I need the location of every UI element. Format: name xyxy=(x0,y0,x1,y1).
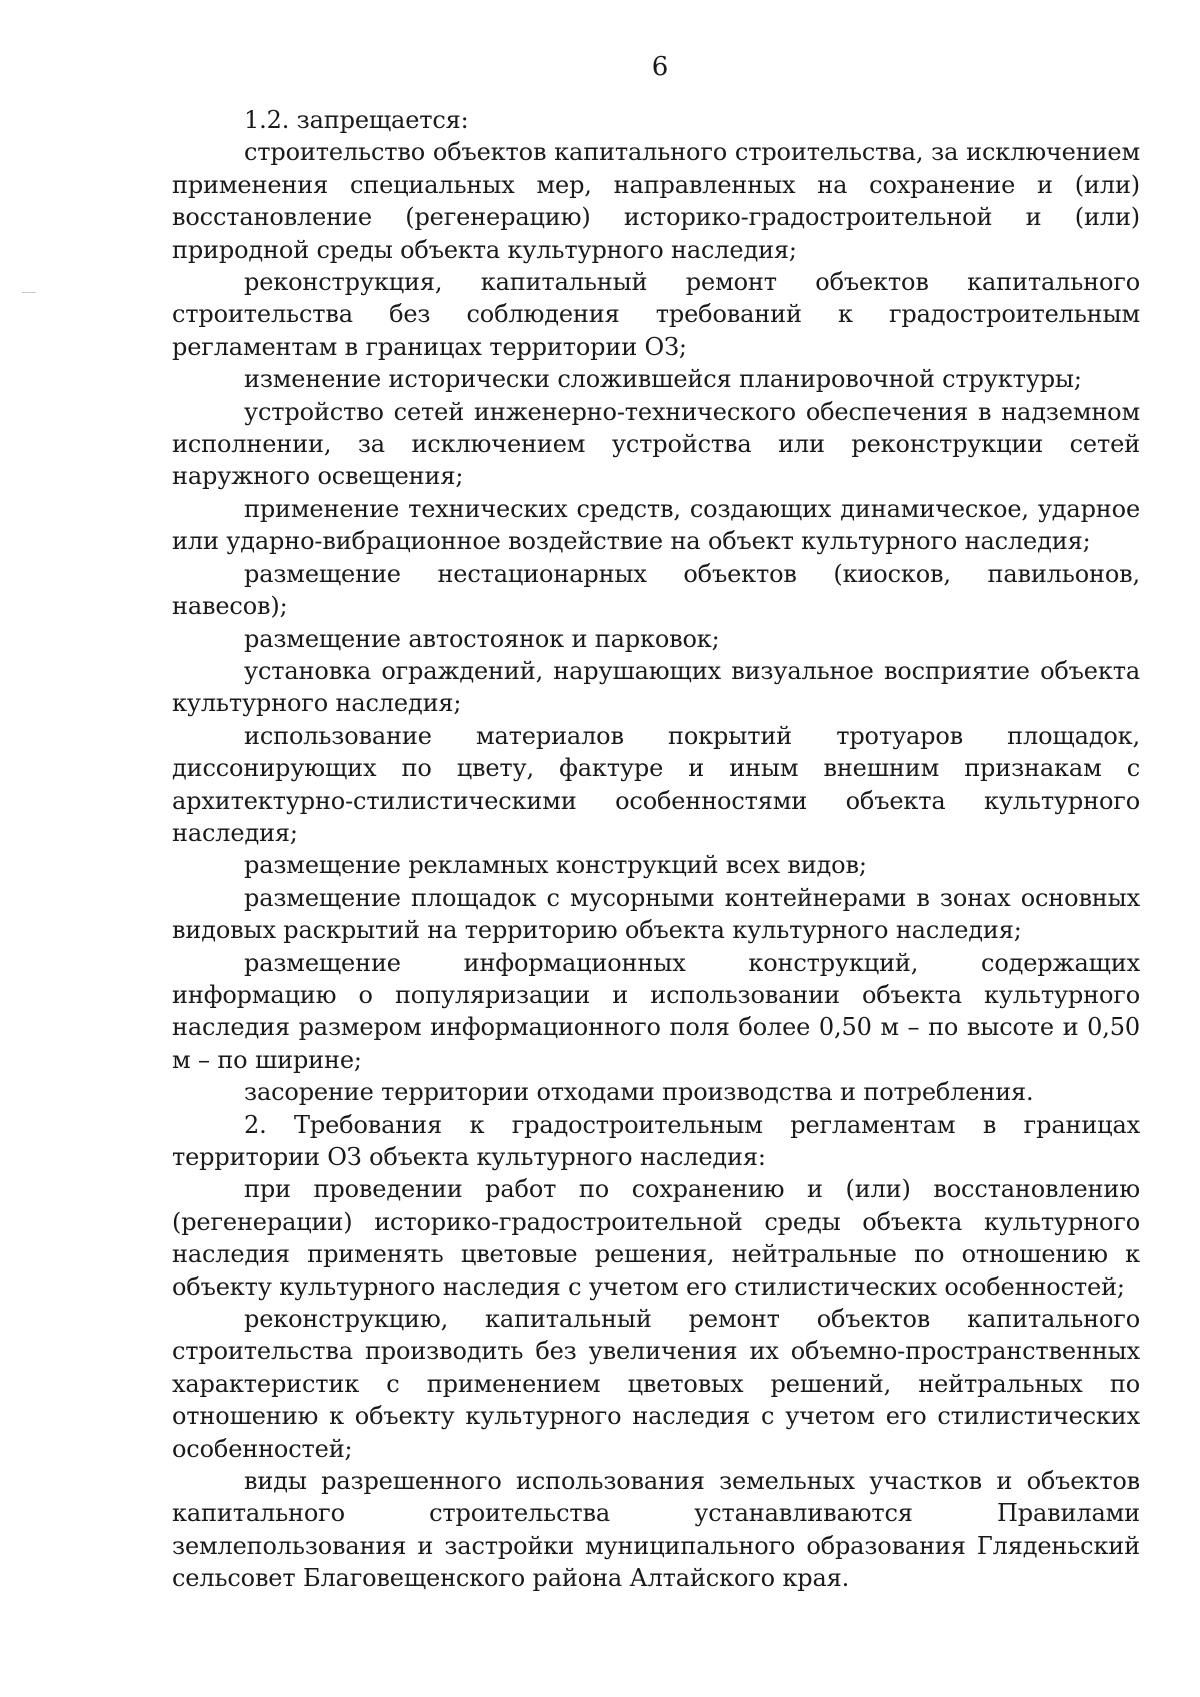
paragraph-ban-advertising: размещение рекламных конструкций всех видов; xyxy=(244,851,867,880)
paragraph-section-2-heading: 2. Требования к градостроительным регламентам в границах территории ОЗ объекта культурного наследия: xyxy=(172,1110,1140,1171)
paragraph-ban-planning-change: изменение исторически сложившейся планировочной структуры; xyxy=(244,365,1082,394)
scan-edge-mark xyxy=(22,292,36,293)
paragraph-req-reconstruction: реконструкцию, капитальный ремонт объектов капитального строительства производить без увеличения их объемно-пространственных характеристик с применением цветовых решений, нейтральных по отношению к объекту культурного наследия с учетом его стилистических особенностей; xyxy=(172,1305,1140,1463)
paragraph-req-permitted-use: виды разрешенного использования земельных участков и объектов капитального строительства устанавливаются Правилами землепользования и застройки муниципального образования Гляденьский сельсовет Благовещенского района Алтайского края. xyxy=(172,1467,1140,1593)
paragraph-ban-reconstruction: реконструкция, капитальный ремонт объектов капитального строительства без соблюдения требований к градостроительным регламентам в границах территории ОЗ; xyxy=(172,268,1140,361)
paragraph-ban-overhead-networks: устройство сетей инженерно-технического обеспечения в надземном исполнении, за исключением устройства или реконструкции сетей наружного освещения; xyxy=(172,397,1140,491)
paragraph-ban-fences: установка ограждений, нарушающих визуальное восприятие объекта культурного наследия; xyxy=(172,656,1140,718)
paragraph-ban-pavement-materials: использование материалов покрытий тротуаров площадок, диссонирующих по цвету, фактуре и иным внешним признакам с архитектурно-стилистическими особенностями объекта культурного наследия; xyxy=(172,721,1140,847)
paragraph-ban-parking: размещение автостоянок и парковок; xyxy=(244,624,720,653)
paragraph-section-1-2-heading: 1.2. запрещается: xyxy=(244,106,469,134)
paragraph-ban-waste-containers: размещение площадок с мусорными контейнерами в зонах основных видовых раскрытий на территорию объекта культурного наследия; xyxy=(172,883,1140,945)
paragraph-req-color-solutions: при проведении работ по сохранению и (или) восстановлению (регенерации) историко-градостроительной среды объекта культурного наследия применять цветовые решения, нейтральные по отношению к объекту культурного наследия с учетом его стилистических особенностей; xyxy=(172,1175,1140,1301)
paragraph-ban-kiosks: размещение нестационарных объектов (киосков, павильонов, навесов); xyxy=(172,559,1140,621)
paragraph-ban-littering: засорение территории отходами производства и потребления. xyxy=(244,1078,1034,1107)
paragraph-ban-dynamic-impact: применение технических средств, создающих динамическое, ударное или ударно-вибрационное воздействие на объект культурного наследия; xyxy=(172,494,1140,556)
page-number: 6 xyxy=(651,52,669,82)
paragraph-ban-info-signs: размещение информационных конструкций, содержащих информацию о популяризации и использовании объекта культурного наследия размером информационного поля более 0,50 м – по высоте и 0,50 м – по ширине; xyxy=(172,948,1140,1074)
paragraph-ban-construction: строительство объектов капитального строительства, за исключением применения специальных мер, направленных на сохранение и (или) восстановление (регенерацию) историко-градостроительной и (или) природной среды объекта культурного наследия; xyxy=(172,138,1140,264)
document-body xyxy=(172,104,1140,1595)
